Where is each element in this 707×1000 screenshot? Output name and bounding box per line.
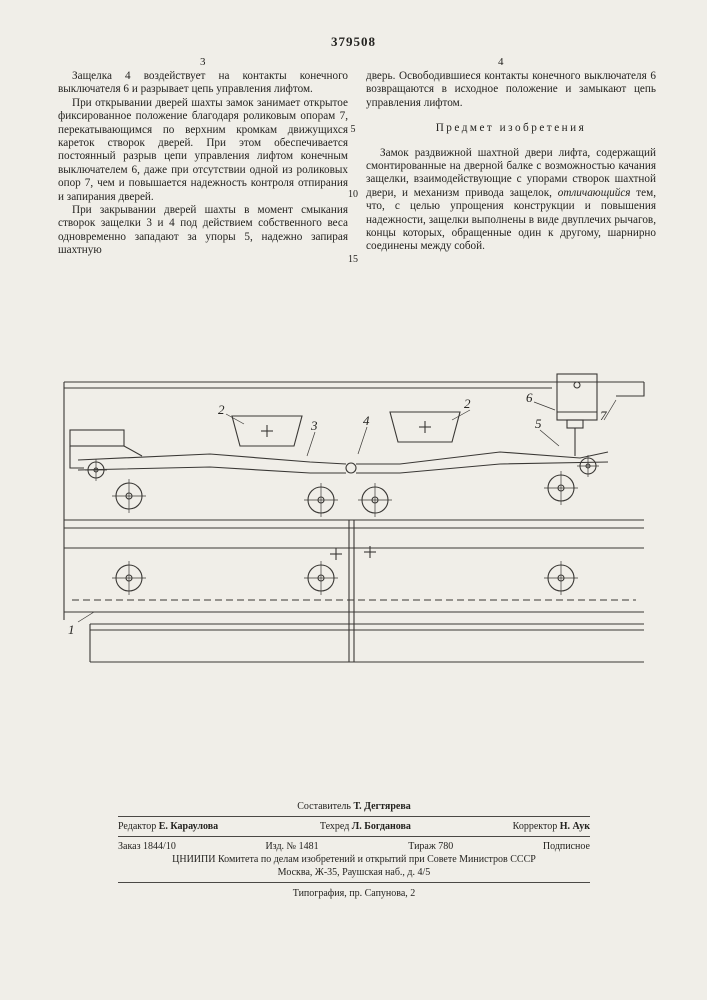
- figure-callout-7: 7: [600, 408, 607, 423]
- patent-figure: [60, 372, 648, 666]
- claim-text-post: тем, что, с целью упрощения конструкции и повышения надежности, защелки выполнены в виде двуплечих рычагов, концы которых, обращенные один к другому, шарнирно соединены между собой.: [366, 186, 656, 253]
- figure-callout-1: 1: [68, 622, 75, 637]
- footer-staff-row: [118, 820, 590, 833]
- techred-label: Техред: [319, 821, 350, 832]
- figure-rollers: [85, 421, 599, 595]
- column-number-left: 3: [200, 56, 206, 68]
- compiler-name: Т. Дегтярева: [353, 801, 411, 812]
- figure-callout-5: 5: [535, 416, 542, 431]
- footer-print-row: [118, 840, 590, 853]
- margin-line-number-5: 5: [350, 124, 356, 135]
- paragraph-door-closing: При закрывании дверей шахты в момент смыкания створок защелки 3 и 4 под действием собственного веса одновременно западают за упоры 5, надежно запирая шахтную: [58, 204, 348, 257]
- right-column: [366, 70, 656, 254]
- compiler-label: Составитель: [297, 801, 351, 812]
- patent-number: 379508: [331, 34, 376, 49]
- corrector-name: Н. Аук: [559, 821, 590, 832]
- figure-callout-6: 6: [526, 390, 533, 405]
- figure-callout-2a: 2: [218, 402, 225, 417]
- footer: [118, 800, 590, 900]
- footer-divider: [118, 816, 590, 817]
- claim-text-italic: отличающийся: [557, 186, 631, 199]
- figure-callout-3: 3: [311, 418, 318, 433]
- corrector-cell: [513, 820, 590, 833]
- subscription-note: Подписное: [542, 841, 590, 852]
- figure-linework: [64, 374, 644, 662]
- figure-callout-4: 4: [363, 413, 370, 428]
- column-number-right: 4: [498, 56, 504, 68]
- paragraph-latch-action: Защелка 4 воздействует на контакты конечного выключателя 6 и разрывает цепь управления лифтом.: [58, 70, 348, 96]
- editor-label: Редактор: [118, 821, 157, 832]
- publisher-org-line: ЦНИИПИ Комитета по делам изобретений и открытий при Совете Министров СССР: [172, 854, 536, 865]
- figure-callout-2b: 2: [464, 396, 471, 411]
- claims-heading: Предмет изобретения: [435, 122, 587, 135]
- paragraph-door-opening: При открывании дверей шахты замок занимает открытое фиксированное положение благодаря роликовым опорам 7, перекатывающимся по верхним кромкам движущихся кареток створок дверей. При этом обеспечивается постоянный разрыв цепи управления лифтом конечным выключателем 6, даже при отсутствии одной из роликовых опор 7, чем и повышается надежность контроля отпирания и запирания дверей.: [58, 96, 348, 203]
- printer-line: Типография, пр. Сапунова, 2: [292, 888, 416, 899]
- claim-paragraph: [366, 147, 656, 254]
- order-number: Заказ 1844/10: [118, 841, 176, 852]
- edition-number: Изд. № 1481: [265, 841, 319, 852]
- claim-text-pre: Замок раздвижной шахтной двери лифта, содержащий смонтированные на дверной балке с возможностью качания защелки, взаимодействующие с упорами створок шахтной двери, и механизм привода защелок,: [366, 146, 656, 199]
- footer-divider: [118, 882, 590, 883]
- margin-line-number-15: 15: [348, 254, 358, 265]
- print-run: Тираж 780: [408, 841, 454, 852]
- margin-line-number-10: 10: [348, 189, 358, 200]
- footer-divider: [118, 836, 590, 837]
- corrector-label: Корректор: [512, 821, 558, 832]
- editor-name: Е. Караулова: [158, 821, 219, 832]
- techred-name: Л. Богданова: [351, 821, 411, 832]
- publisher-address-line: Москва, Ж-35, Раушская наб., д. 4/5: [277, 867, 431, 878]
- editor-cell: [118, 820, 218, 833]
- paragraph-continuation: дверь. Освободившиеся контакты конечного выключателя 6 возвращаются в исходное положение и замыкают цепь управления лифтом.: [366, 70, 656, 109]
- footer-compiler: [118, 800, 590, 813]
- left-column: [58, 70, 348, 258]
- techred-cell: [320, 820, 411, 833]
